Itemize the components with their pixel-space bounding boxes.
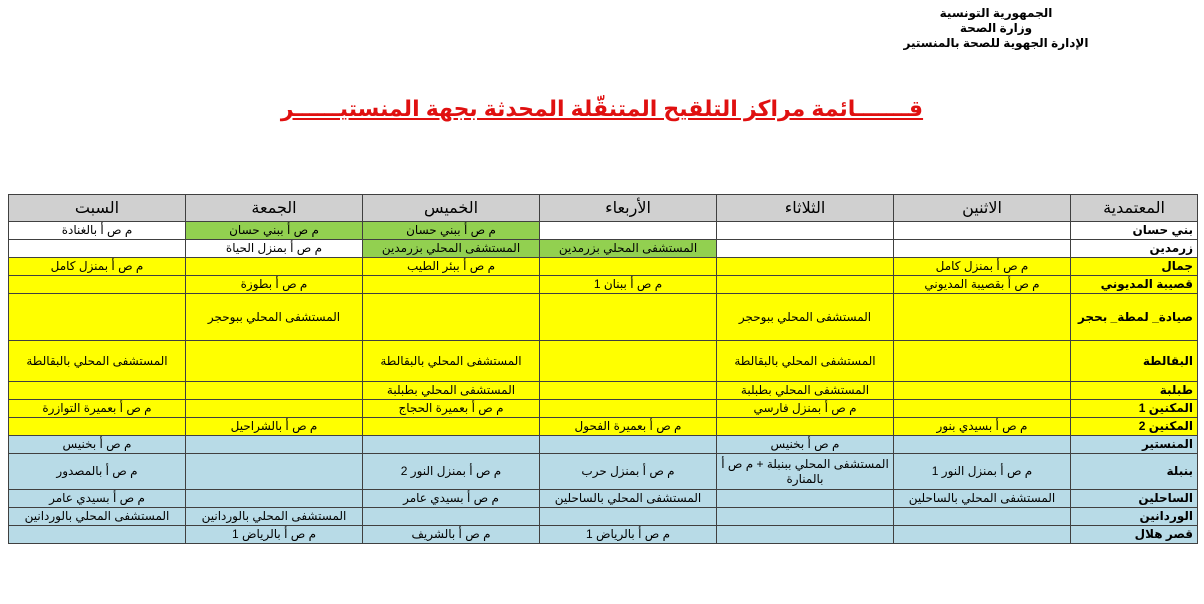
schedule-cell: المستشفى المحلي بالوردانين xyxy=(9,508,186,526)
district-cell: طبلبة xyxy=(1071,382,1198,400)
header-monday: الاثنين xyxy=(894,195,1071,222)
schedule-cell: م ص أ بالغنادة xyxy=(9,222,186,240)
schedule-cell xyxy=(894,341,1071,382)
table-row xyxy=(9,222,1198,240)
header-saturday: السبت xyxy=(9,195,186,222)
schedule-cell xyxy=(540,508,717,526)
table-header-row xyxy=(9,195,1198,222)
schedule-cell xyxy=(540,436,717,454)
schedule-cell: م ص أ بمنزل كامل xyxy=(894,258,1071,276)
district-cell: زرمدين xyxy=(1071,240,1198,258)
schedule-cell: المستشفى المحلي ببوحجر xyxy=(186,294,363,341)
district-cell: جمال xyxy=(1071,258,1198,276)
schedule-cell: م ص أ بعميرة الحجاج xyxy=(363,400,540,418)
schedule-cell xyxy=(9,294,186,341)
schedule-cell: المستشفى المحلي بالبقالطة xyxy=(363,341,540,382)
schedule-cell xyxy=(894,436,1071,454)
schedule-cell: المستشفى المحلي بطبلبة xyxy=(363,382,540,400)
schedule-cell: م ص أ ببني حسان xyxy=(363,222,540,240)
schedule-cell xyxy=(9,382,186,400)
district-cell: البقالطة xyxy=(1071,341,1198,382)
schedule-cell xyxy=(540,382,717,400)
schedule-cell xyxy=(186,436,363,454)
table-row xyxy=(9,436,1198,454)
schedule-cell: م ص أ بطوزة xyxy=(186,276,363,294)
table-row xyxy=(9,490,1198,508)
table-row xyxy=(9,454,1198,490)
header-wednesday: الأربعاء xyxy=(540,195,717,222)
schedule-cell: المستشفى المحلي بالساحلين xyxy=(894,490,1071,508)
table-row xyxy=(9,341,1198,382)
schedule-cell: م ص أ بالشريف xyxy=(363,526,540,544)
schedule-cell: م ص أ بقصيبة المديوني xyxy=(894,276,1071,294)
schedule-cell xyxy=(717,258,894,276)
district-cell: المكنين 1 xyxy=(1071,400,1198,418)
schedule-cell xyxy=(363,276,540,294)
schedule-cell xyxy=(717,418,894,436)
schedule-cell xyxy=(186,400,363,418)
schedule-cell: م ص أ بمنزل النور 2 xyxy=(363,454,540,490)
table-row xyxy=(9,258,1198,276)
schedule-cell: م ص أ بمنزل كامل xyxy=(9,258,186,276)
vaccination-schedule-table xyxy=(8,194,1198,544)
schedule-cell: م ص أ بمنزل الحياة xyxy=(186,240,363,258)
table-row xyxy=(9,276,1198,294)
schedule-cell xyxy=(9,240,186,258)
schedule-cell: م ص أ بالشراحيل xyxy=(186,418,363,436)
schedule-cell xyxy=(186,341,363,382)
schedule-cell: م ص أ بسيدي بنور xyxy=(894,418,1071,436)
schedule-cell xyxy=(9,418,186,436)
table-row xyxy=(9,240,1198,258)
schedule-cell xyxy=(717,526,894,544)
schedule-cell xyxy=(717,222,894,240)
document-title: قـــــــائمة مراكز التلقيح المتنقّلة المحدثة بجهة المنستيــــــر xyxy=(280,96,924,121)
schedule-cell xyxy=(717,276,894,294)
district-cell: بنبلة xyxy=(1071,454,1198,490)
district-cell: الساحلين xyxy=(1071,490,1198,508)
schedule-cell: المستشفى المحلي بطبلبة xyxy=(717,382,894,400)
organization-header xyxy=(846,6,1146,51)
district-cell: المكنين 2 xyxy=(1071,418,1198,436)
schedule-cell xyxy=(717,508,894,526)
schedule-cell: م ص أ بالرياض 1 xyxy=(186,526,363,544)
regional-directorate: الإدارة الجهوية للصحة بالمنستير xyxy=(903,36,1089,50)
schedule-cell xyxy=(363,418,540,436)
country-name: الجمهورية التونسية xyxy=(939,6,1053,20)
schedule-cell xyxy=(894,508,1071,526)
schedule-cell xyxy=(540,341,717,382)
schedule-cell: م ص أ بالمصدور xyxy=(9,454,186,490)
schedule-cell: المستشفى المحلي بالبقالطة xyxy=(9,341,186,382)
district-cell: قصر هلال xyxy=(1071,526,1198,544)
schedule-cell: المستشفى المحلي بزرمدين xyxy=(540,240,717,258)
table-row xyxy=(9,382,1198,400)
schedule-cell xyxy=(894,240,1071,258)
schedule-cell xyxy=(363,294,540,341)
schedule-cell xyxy=(186,258,363,276)
schedule-cell xyxy=(540,400,717,418)
schedule-cell xyxy=(717,240,894,258)
header-tuesday: الثلاثاء xyxy=(717,195,894,222)
district-cell: الوردانين xyxy=(1071,508,1198,526)
district-cell: قصيبة المديوني xyxy=(1071,276,1198,294)
schedule-cell: م ص أ ببنان 1 xyxy=(540,276,717,294)
ministry-name: وزارة الصحة xyxy=(959,21,1033,35)
table-row xyxy=(9,526,1198,544)
schedule-cell: المستشفى المحلي ببنبلة + م ص أ بالمنارة xyxy=(717,454,894,490)
district-cell: المنستير xyxy=(1071,436,1198,454)
schedule-cell xyxy=(894,294,1071,341)
schedule-cell: م ص أ بعميرة الفحول xyxy=(540,418,717,436)
schedule-cell: م ص أ بعميرة التوازرة xyxy=(9,400,186,418)
schedule-cell: المستشفى المحلي ببوحجر xyxy=(717,294,894,341)
schedule-cell xyxy=(9,276,186,294)
schedule-cell xyxy=(540,222,717,240)
schedule-cell xyxy=(894,382,1071,400)
schedule-cell xyxy=(717,490,894,508)
schedule-cell xyxy=(186,490,363,508)
schedule-cell xyxy=(540,258,717,276)
header-district: المعتمدية xyxy=(1071,195,1198,222)
schedule-cell: م ص أ بالرياض 1 xyxy=(540,526,717,544)
schedule-cell xyxy=(894,400,1071,418)
table-row xyxy=(9,508,1198,526)
schedule-cell: م ص أ ببني حسان xyxy=(186,222,363,240)
schedule-cell xyxy=(9,526,186,544)
schedule-cell: المستشفى المحلي بالساحلين xyxy=(540,490,717,508)
table-row xyxy=(9,294,1198,341)
schedule-cell xyxy=(540,294,717,341)
header-thursday: الخميس xyxy=(363,195,540,222)
schedule-cell: م ص أ بمنزل حرب xyxy=(540,454,717,490)
table-row xyxy=(9,400,1198,418)
district-cell: صيادة_ لمطة_ بحجر xyxy=(1071,294,1198,341)
schedule-cell: المستشفى المحلي بزرمدين xyxy=(363,240,540,258)
schedule-cell: م ص أ ببئر الطيب xyxy=(363,258,540,276)
header-friday: الجمعة xyxy=(186,195,363,222)
schedule-cell: م ص أ بمنزل النور 1 xyxy=(894,454,1071,490)
schedule-cell xyxy=(894,222,1071,240)
schedule-cell xyxy=(186,382,363,400)
district-cell: بني حسان xyxy=(1071,222,1198,240)
schedule-cell xyxy=(894,526,1071,544)
schedule-cell: المستشفى المحلي بالوردانين xyxy=(186,508,363,526)
schedule-cell: م ص أ بخنيس xyxy=(717,436,894,454)
schedule-cell: م ص أ بمنزل فارسي xyxy=(717,400,894,418)
schedule-cell: المستشفى المحلي بالبقالطة xyxy=(717,341,894,382)
schedule-cell: م ص أ بسيدي عامر xyxy=(9,490,186,508)
schedule-cell: م ص أ بسيدي عامر xyxy=(363,490,540,508)
schedule-cell: م ص أ بخنيس xyxy=(9,436,186,454)
table-row xyxy=(9,418,1198,436)
schedule-cell xyxy=(363,508,540,526)
schedule-cell xyxy=(363,436,540,454)
schedule-cell xyxy=(186,454,363,490)
